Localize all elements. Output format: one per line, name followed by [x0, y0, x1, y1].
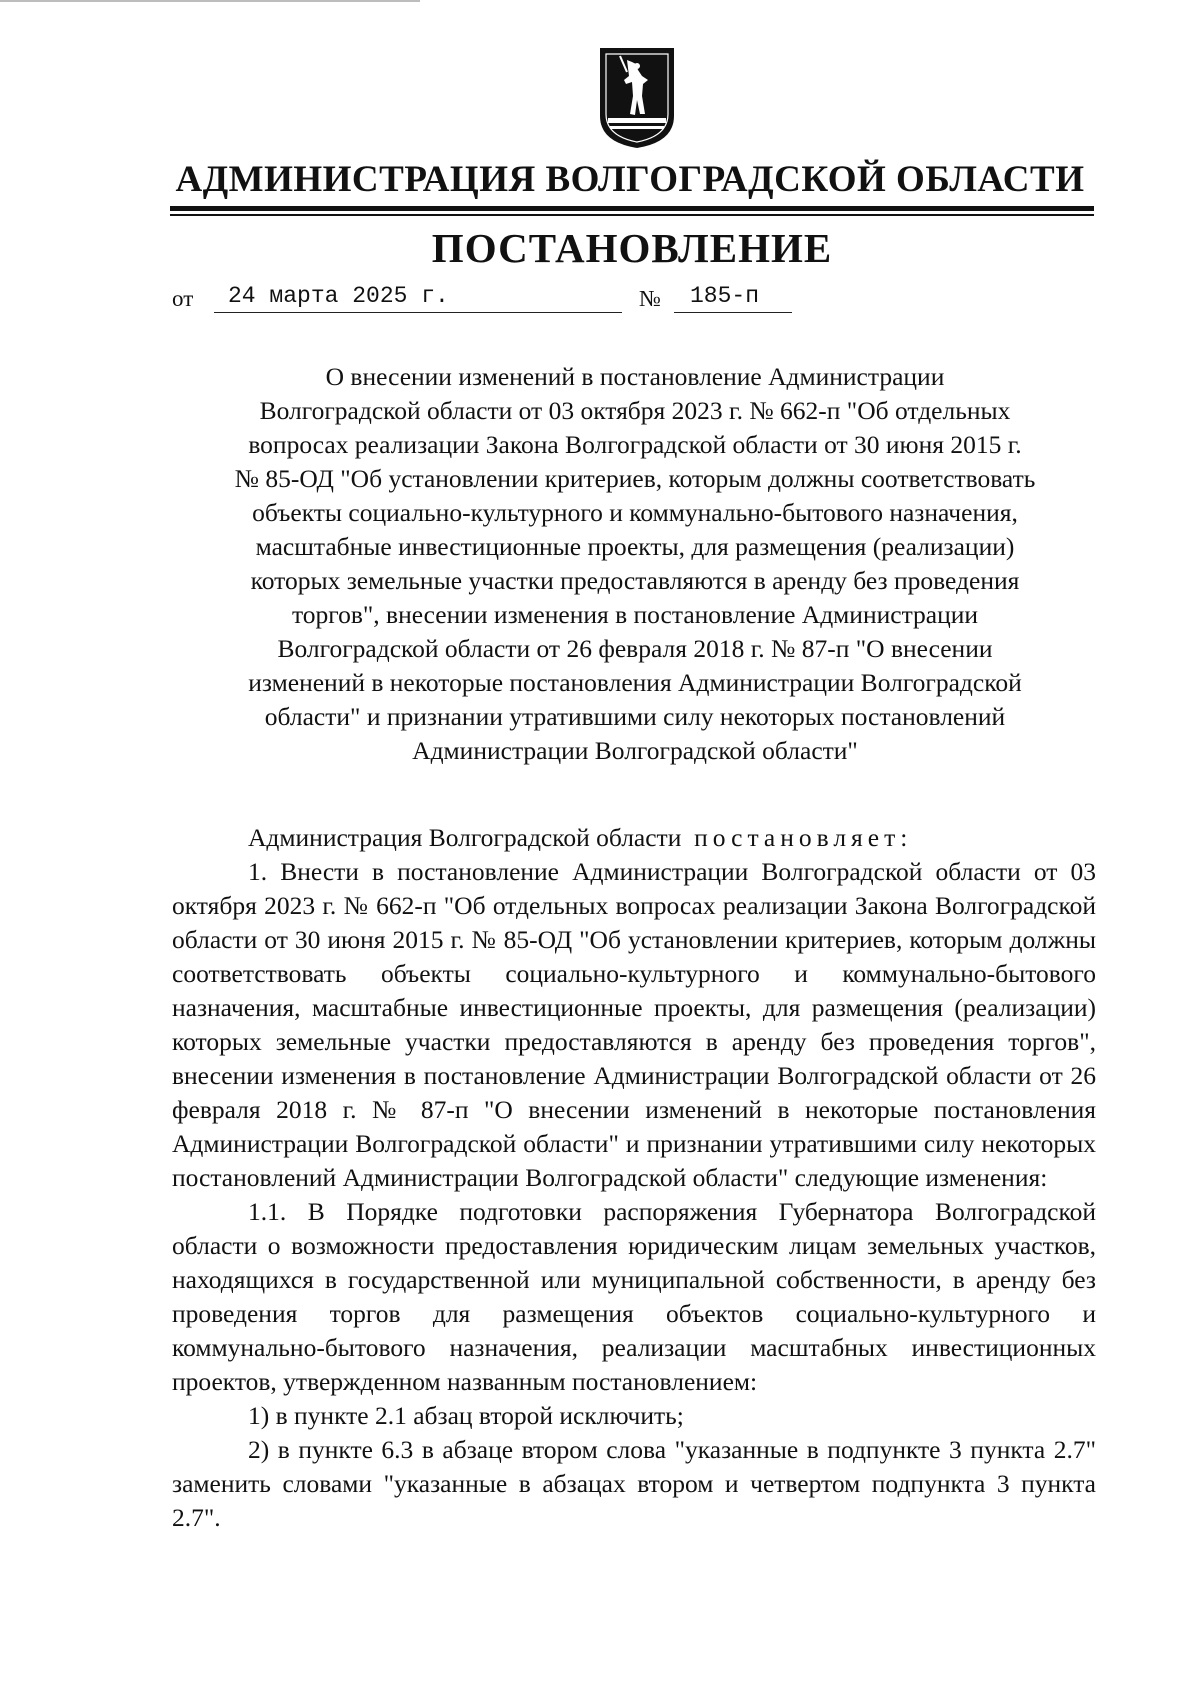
preamble-subject: Администрация Волгоградской области [248, 823, 682, 852]
date-prefix: от [172, 286, 194, 311]
document-title: О внесении изменений в постановление Администрации Волгоградской области от 03 октября 2023 г. № 662-п "Об отдельных вопросах реализации Закона Волгоградской области от 30 июня 2015 г. № 85-ОД "Об установлении критериев, которым должны соответствовать объекты социально-культурного и коммунально-бытового назначения, масштабные инвестиционные проекты, для размещения (реализации) которых земельные участки предоставляются в аренду без проведения торгов", внесении изменения в постановление Администрации Волгоградской области от 26 февраля 2018 г. № 87-п "О внесении изменений в некоторые постановления Администрации Волгоградской области" и признании утратившими силу некоторых постановлений Администрации Волгоградской области" [234, 362, 1036, 765]
header-rule-thin [170, 214, 1094, 216]
document-number: 185-п [674, 283, 792, 313]
list-item-2: 2) в пункте 6.3 в абзаце втором слова "указанные в подпункте 3 пункта 2.7" заменить словами "указанные в абзацах втором и четвертом подпункта 3 пункта 2.7". [172, 1435, 1096, 1532]
preamble-verb: постановляет: [694, 823, 913, 852]
paragraph-1: 1. Внести в постановление Администрации Волгоградской области от 03 октября 2023 г. № 662-п "Об отдельных вопросах реализации Закона Волгоградской области от 30 июня 2015 г. № 85-ОД "Об установлении критериев, которым должны соответствовать объекты социально-культурного и коммунально-бытового назначения, масштабные инвестиционные проекты, для размещения (реализации) которых земельные участки предоставляются в аренду без проведения торгов", внесении изменения в постановление Администрации Волгоградской области от 26 февраля 2018 г. № 87-п "О внесении изменений в некоторые постановления Администрации Волгоградской области" и признании утратившими силу некоторых постановлений Администрации Волгоградской области" следующие изменения: [172, 857, 1096, 1192]
volgograd-region-coat-of-arms-icon [596, 46, 678, 150]
document-type: ПОСТАНОВЛЕНИЕ [431, 225, 833, 271]
list-item-1: 1) в пункте 2.1 абзац второй исключить; [248, 1401, 684, 1430]
header-rule-thick [170, 206, 1094, 211]
document-body [172, 821, 1096, 1535]
number-sign: № [639, 286, 661, 311]
document-date: 24 марта 2025 г. [214, 283, 622, 313]
preamble [172, 821, 1096, 855]
scan-edge-line [0, 0, 420, 2]
paragraph-1-1: 1.1. В Порядке подготовки распоряжения Губернатора Волгоградской области о возможности предоставления юридическим лицам земельных участков, находящихся в государственной или муниципальной собственности, в аренду без проведения торгов для размещения объектов социально-культурного и коммунально-бытового назначения, реализации масштабных инвестиционных проектов, утвержденном названным постановлением: [172, 1197, 1096, 1396]
organization-name: АДМИНИСТРАЦИЯ ВОЛГОГРАДСКОЙ ОБЛАСТИ [175, 159, 1085, 200]
